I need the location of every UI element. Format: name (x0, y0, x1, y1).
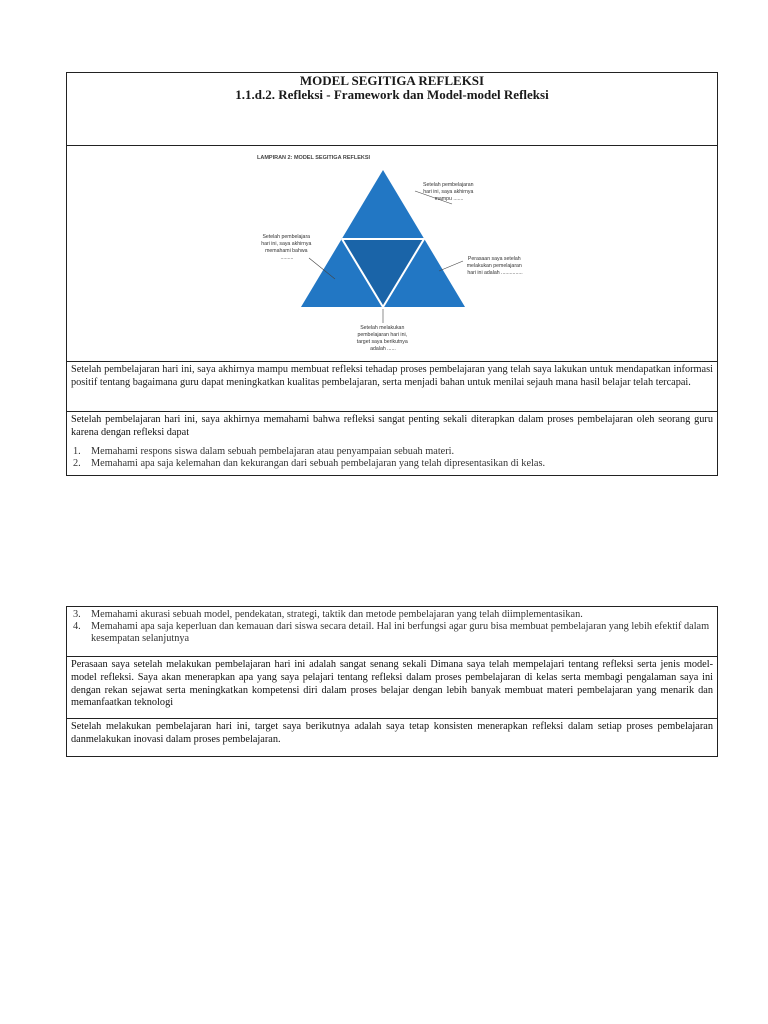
diagram-heading: LAMPIRAN 2: MODEL SEGITIGA REFLEKSI (257, 155, 371, 161)
reflection-cell-5 (67, 718, 717, 756)
list-item: 3. Memahami akurasi sebuah model, pendekatan, strategi, taktik dan metode pembelajaran yang telah diimplementasikan. (73, 609, 583, 620)
label-top-right: Setelah pembelajaran hari ini, saya akhirnya mampu ....... (423, 182, 474, 202)
pointer-line-right (439, 261, 463, 271)
reflection-cell-2 (67, 411, 717, 475)
reflection-triangle-diagram (67, 146, 717, 360)
diagram-cell (67, 145, 717, 361)
reflection-paragraph-2: Setelah pembelajaran hari ini, saya akhirnya memahami bahwa refleksi sangat penting sekali diterapkan dalam proses pembelajaran oleh seorang guru karena dengan refleksi dapat (71, 414, 713, 438)
reflection-paragraph-1: Setelah pembelajaran hari ini, saya akhirnya mampu membuat refleksi tehadap proses pembelajaran yang telah saya lakukan untuk mendapatkan informasi positif tentang bagaimana guru dapat meningkatkan kualitas pembelajaran, serta menjadi bahan untuk menilai sejauh mana hasil belajar telah tercapai. (71, 364, 713, 388)
reflection-list-page1 (71, 446, 713, 470)
label-bottom: Setelah melakukan pembelajaran hari ini, target saya berikutnya adalah ...... (356, 325, 408, 352)
reflection-table-page1 (66, 72, 718, 476)
reflection-cell-4 (67, 656, 717, 718)
list-item: 1. Memahami respons siswa dalam sebuah pembelajaran atau penyampaian sebuah materi. (73, 445, 455, 457)
reflection-table-page2 (66, 606, 718, 757)
document-subtitle: 1.1.d.2. Refleksi - Framework dan Model-model Refleksi (235, 87, 549, 102)
list-item: 4. Memahami apa saja keperluan dan kemauan dari siswa secara detail. Hal ini berfungsi agar guru bisa membuat pembelajaran yang lebih efektif dalam kesempatan selanjutnya (73, 621, 710, 645)
reflection-paragraph-3: Perasaan saya setelah melakukan pembelajaran hari ini adalah sangat senang sekali Dimana saya telah mempelajari tentang refleksi serta jenis model-model refleksi. Saya akan menerapkan apa yang saya pelajari tentang refleksi dalam proses pembelajaran di kelas serta membagi pengalaman saya ini dengan rekan sejawat serta meningkatkan kompetensi diri dalam proses belajar dengan lebih banyak membuat materi pembelajaran yang menarik dan memanfaatkan teknologi (71, 659, 713, 709)
reflection-cell-3 (67, 607, 717, 656)
list-item: 2. Memahami apa saja kelemahan dan kekurangan dari sebuah pembelajaran yang telah dipresentasikan di kelas. (73, 457, 546, 469)
reflection-list-page2 (71, 609, 713, 646)
document-title: MODEL SEGITIGA REFLEKSI (299, 73, 485, 88)
reflection-cell-1 (67, 361, 717, 411)
title-cell (67, 73, 717, 145)
reflection-paragraph-4: Setelah melakukan pembelajaran hari ini, target saya berikutnya adalah saya tetap konsisten menerapkan refleksi dalam setiap proses pembelajaran danmelakukan inovasi dalam proses pembelajaran. (71, 721, 713, 745)
label-right: Perasaan saya setelah melakukan pemelajaran hari ini adalah ............... (466, 256, 523, 276)
label-left: Setelah pembelajara hari ini, saya akhirnya memahami bahwa ......... (261, 234, 312, 261)
